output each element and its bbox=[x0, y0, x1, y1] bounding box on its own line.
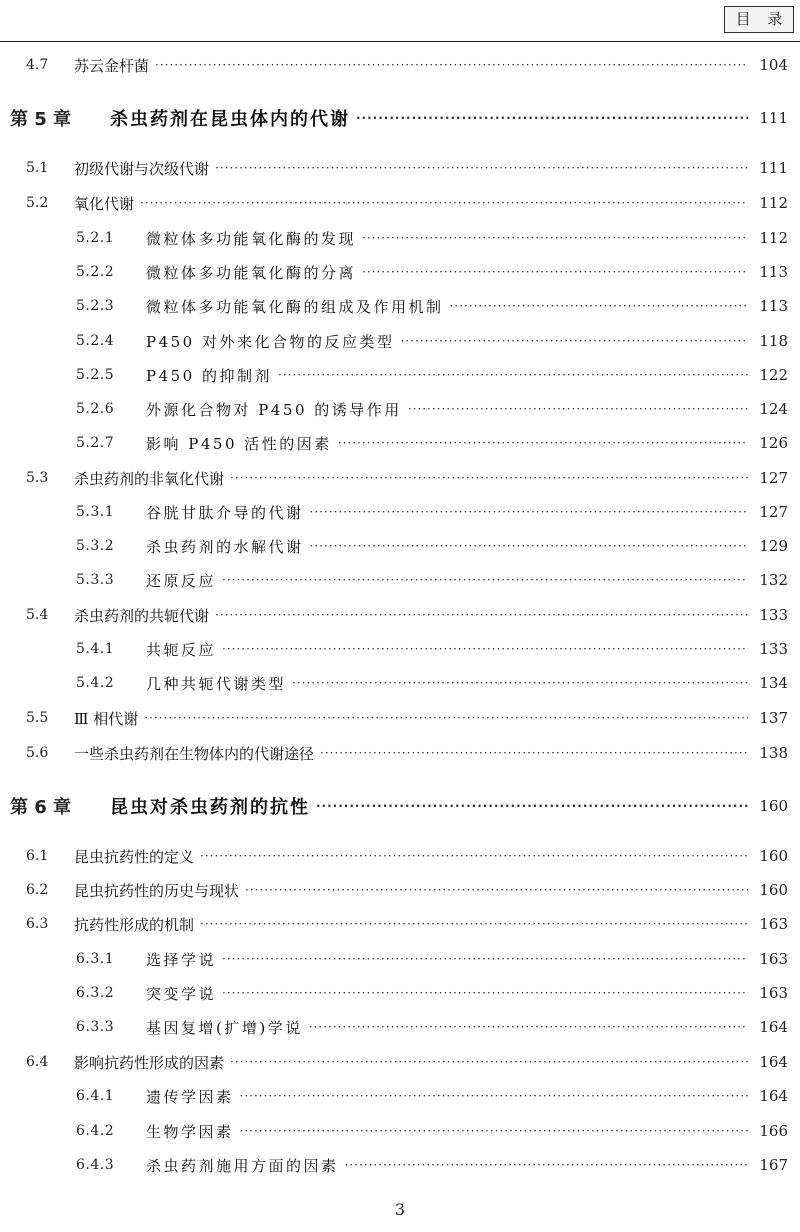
entry-number: 第 6 章 bbox=[10, 797, 72, 818]
entry-title: 杀虫药剂施用方面的因素 bbox=[146, 1156, 339, 1175]
entry-page-number: 163 bbox=[759, 950, 788, 968]
dot-leader bbox=[222, 573, 748, 587]
toc-entry[interactable] bbox=[0, 980, 788, 1006]
entry-number: 第 5 章 bbox=[10, 109, 72, 130]
entry-page-number: 163 bbox=[759, 915, 788, 933]
toc-entry[interactable] bbox=[0, 430, 788, 456]
entry-page-number: 112 bbox=[759, 194, 788, 212]
dot-leader bbox=[320, 746, 748, 760]
toc-entry[interactable] bbox=[0, 225, 788, 251]
dot-leader bbox=[222, 642, 748, 656]
toc-entry[interactable] bbox=[0, 705, 788, 731]
toc-entry[interactable] bbox=[0, 636, 788, 662]
entry-number: 6.4.2 bbox=[76, 1123, 115, 1139]
entry-title: 杀虫药剂的非氧化代谢 bbox=[74, 469, 225, 488]
dot-leader bbox=[309, 1020, 748, 1034]
dot-leader bbox=[215, 161, 748, 175]
entry-number: 5.2.2 bbox=[76, 264, 115, 280]
entry-number: 6.3 bbox=[26, 916, 49, 932]
entry-title: 昆虫抗药性的定义 bbox=[74, 847, 195, 866]
entry-title: 外源化合物对 P450 的诱导作用 bbox=[146, 400, 402, 419]
dot-leader bbox=[356, 111, 748, 125]
entry-page-number: 111 bbox=[759, 109, 788, 127]
entry-page-number: 111 bbox=[759, 159, 788, 177]
toc-entry[interactable] bbox=[0, 499, 788, 525]
entry-number: 5.2 bbox=[26, 195, 49, 211]
entry-number: 5.4 bbox=[26, 607, 49, 623]
entry-number: 5.3.1 bbox=[76, 504, 115, 520]
toc-entry[interactable] bbox=[0, 190, 788, 216]
entry-title: 共轭反应 bbox=[146, 640, 217, 659]
entry-number: 6.3.3 bbox=[76, 1019, 115, 1035]
entry-title: 微粒体多功能氧化酶的分离 bbox=[146, 263, 357, 282]
dot-leader bbox=[222, 986, 748, 1000]
header-rule bbox=[0, 41, 800, 42]
chapter-entry[interactable] bbox=[0, 105, 788, 131]
entry-number: 4.7 bbox=[26, 57, 49, 73]
toc-entry[interactable] bbox=[0, 843, 788, 869]
entry-title: 杀虫药剂的水解代谢 bbox=[146, 537, 304, 556]
entry-page-number: 164 bbox=[759, 1087, 788, 1105]
entry-page-number: 134 bbox=[759, 674, 788, 692]
page-number: 3 bbox=[394, 1200, 406, 1219]
entry-number: 5.5 bbox=[26, 710, 49, 726]
entry-page-number: 133 bbox=[759, 606, 788, 624]
dot-leader bbox=[200, 849, 748, 863]
entry-page-number: 166 bbox=[759, 1122, 788, 1140]
dot-leader bbox=[240, 1124, 748, 1138]
entry-page-number: 113 bbox=[759, 263, 788, 281]
dot-leader bbox=[362, 231, 748, 245]
dot-leader bbox=[345, 1158, 748, 1172]
entry-number: 5.2.1 bbox=[76, 230, 115, 246]
entry-title: 基因复增(扩增)学说 bbox=[146, 1018, 303, 1037]
entry-page-number: 124 bbox=[759, 400, 788, 418]
toc-entry[interactable] bbox=[0, 602, 788, 628]
entry-title: 杀虫药剂在昆虫体内的代谢 bbox=[110, 109, 350, 130]
entry-number: 5.2.6 bbox=[76, 401, 115, 417]
entry-number: 5.3.2 bbox=[76, 538, 115, 554]
toc-entry[interactable] bbox=[0, 567, 788, 593]
dot-leader bbox=[222, 952, 748, 966]
dot-leader bbox=[316, 799, 748, 813]
toc-entry[interactable] bbox=[0, 911, 788, 937]
dot-leader bbox=[200, 917, 748, 931]
entry-number: 5.4.1 bbox=[76, 641, 115, 657]
entry-title: 杀虫药剂的共轭代谢 bbox=[74, 606, 210, 625]
toc-entry[interactable] bbox=[0, 670, 788, 696]
entry-number: 5.2.4 bbox=[76, 333, 115, 349]
entry-title: 昆虫对杀虫药剂的抗性 bbox=[110, 797, 310, 818]
dot-leader bbox=[155, 58, 748, 72]
toc-entry[interactable] bbox=[0, 465, 788, 491]
entry-title: 微粒体多功能氧化酶的发现 bbox=[146, 229, 357, 248]
entry-number: 6.4.3 bbox=[76, 1157, 115, 1173]
entry-page-number: 160 bbox=[759, 797, 788, 815]
toc-entry[interactable] bbox=[0, 1083, 788, 1109]
dot-leader bbox=[401, 334, 749, 348]
entry-title: 苏云金杆菌 bbox=[74, 56, 150, 75]
chapter-entry[interactable] bbox=[0, 793, 788, 819]
dot-leader bbox=[230, 471, 748, 485]
entry-title: 昆虫抗药性的历史与现状 bbox=[74, 881, 240, 900]
entry-number: 5.1 bbox=[26, 160, 49, 176]
entry-title: Ⅲ 相代谢 bbox=[74, 709, 139, 728]
entry-title: 影响抗药性形成的因素 bbox=[74, 1053, 225, 1072]
toc-entry[interactable] bbox=[0, 1014, 788, 1040]
dot-leader bbox=[278, 368, 748, 382]
entry-title: P450 对外来化合物的反应类型 bbox=[146, 332, 395, 351]
dot-leader bbox=[408, 402, 748, 416]
dot-leader bbox=[310, 505, 748, 519]
entry-page-number: 160 bbox=[759, 847, 788, 865]
toc-entry[interactable] bbox=[0, 293, 788, 319]
entry-page-number: 138 bbox=[759, 744, 788, 762]
toc-entry[interactable] bbox=[0, 396, 788, 422]
dot-leader bbox=[292, 676, 748, 690]
entry-title: 还原反应 bbox=[146, 571, 217, 590]
entry-number: 6.4 bbox=[26, 1054, 49, 1070]
entry-title: P450 的抑制剂 bbox=[146, 366, 272, 385]
toc-entry[interactable] bbox=[0, 1049, 788, 1075]
dot-leader bbox=[230, 1055, 748, 1069]
entry-number: 5.4.2 bbox=[76, 675, 115, 691]
entry-number: 6.3.1 bbox=[76, 951, 115, 967]
toc-entry[interactable] bbox=[0, 1152, 788, 1178]
entry-title: 谷胱甘肽介导的代谢 bbox=[146, 503, 304, 522]
entry-page-number: 137 bbox=[759, 709, 788, 727]
dot-leader bbox=[144, 711, 748, 725]
entry-number: 5.3 bbox=[26, 470, 49, 486]
dot-leader bbox=[240, 1089, 748, 1103]
toc-entry[interactable] bbox=[0, 946, 788, 972]
entry-page-number: 126 bbox=[759, 434, 788, 452]
entry-title: 微粒体多功能氧化酶的组成及作用机制 bbox=[146, 297, 444, 316]
dot-leader bbox=[245, 883, 748, 897]
entry-title: 初级代谢与次级代谢 bbox=[74, 159, 210, 178]
dot-leader bbox=[140, 196, 748, 210]
entry-number: 6.3.2 bbox=[76, 985, 115, 1001]
entry-number: 6.1 bbox=[26, 848, 49, 864]
entry-title: 氧化代谢 bbox=[74, 194, 135, 213]
toc-entry[interactable] bbox=[0, 328, 788, 354]
entry-page-number: 160 bbox=[759, 881, 788, 899]
dot-leader bbox=[338, 436, 748, 450]
entry-number: 6.4.1 bbox=[76, 1088, 115, 1104]
entry-page-number: 104 bbox=[759, 56, 788, 74]
entry-page-number: 133 bbox=[759, 640, 788, 658]
entry-title: 遗传学因素 bbox=[146, 1087, 234, 1106]
entry-title: 突变学说 bbox=[146, 984, 217, 1003]
entry-title: 生物学因素 bbox=[146, 1122, 234, 1141]
dot-leader bbox=[310, 539, 748, 553]
dot-leader bbox=[450, 299, 748, 313]
entry-page-number: 167 bbox=[759, 1156, 788, 1174]
entry-title: 几种共轭代谢类型 bbox=[146, 674, 287, 693]
entry-title: 选择学说 bbox=[146, 950, 217, 969]
entry-number: 5.6 bbox=[26, 745, 49, 761]
toc-entry[interactable] bbox=[0, 740, 788, 766]
toc-entry[interactable] bbox=[0, 155, 788, 181]
section-tag: 目 录 bbox=[724, 6, 794, 33]
dot-leader bbox=[215, 608, 748, 622]
entry-page-number: 122 bbox=[759, 366, 788, 384]
entry-page-number: 163 bbox=[759, 984, 788, 1002]
entry-page-number: 132 bbox=[759, 571, 788, 589]
entry-title: 抗药性形成的机制 bbox=[74, 915, 195, 934]
entry-page-number: 164 bbox=[759, 1018, 788, 1036]
entry-number: 5.2.5 bbox=[76, 367, 115, 383]
entry-number: 5.3.3 bbox=[76, 572, 115, 588]
entry-page-number: 127 bbox=[759, 469, 788, 487]
toc-entry[interactable] bbox=[0, 533, 788, 559]
toc-entry[interactable] bbox=[0, 52, 788, 78]
entry-title: 一些杀虫药剂在生物体内的代谢途径 bbox=[74, 744, 315, 763]
entry-page-number: 118 bbox=[759, 332, 788, 350]
entry-page-number: 127 bbox=[759, 503, 788, 521]
toc-entry[interactable] bbox=[0, 259, 788, 285]
toc-entry[interactable] bbox=[0, 362, 788, 388]
toc-entry[interactable] bbox=[0, 1118, 788, 1144]
dot-leader bbox=[362, 265, 748, 279]
entry-page-number: 164 bbox=[759, 1053, 788, 1071]
entry-page-number: 113 bbox=[759, 297, 788, 315]
entry-number: 6.2 bbox=[26, 882, 49, 898]
entry-page-number: 129 bbox=[759, 537, 788, 555]
toc-entry[interactable] bbox=[0, 877, 788, 903]
entry-number: 5.2.3 bbox=[76, 298, 115, 314]
entry-title: 影响 P450 活性的因素 bbox=[146, 434, 332, 453]
entry-page-number: 112 bbox=[759, 229, 788, 247]
entry-number: 5.2.7 bbox=[76, 435, 115, 451]
